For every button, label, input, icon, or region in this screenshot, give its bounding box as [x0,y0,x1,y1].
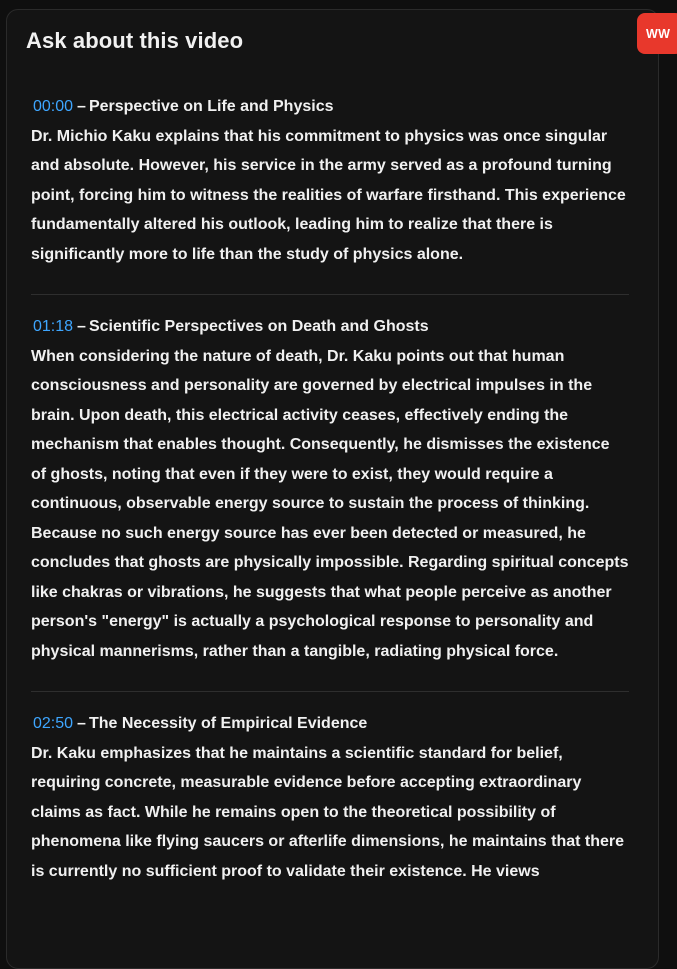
section-divider [31,691,629,692]
section-heading [31,709,629,739]
section-title: Scientific Perspectives on Death and Ghosts [88,318,429,335]
ask-video-panel [6,9,659,969]
heading-dash: – [77,318,86,335]
extension-badge-button[interactable]: WW [637,13,677,54]
summary-sections [31,92,629,886]
summary-section [31,709,629,886]
section-title: Perspective on Life and Physics [88,98,334,115]
section-heading [31,92,629,122]
section-body: When considering the nature of death, Dr. Kaku points out that human consciousness and personality are governed by electrical impulses in the brain. Upon death, this electrical activity ceases, effectively ending the mechanism that enables thought. Consequently, he dismisses the existence of ghosts, noting that even if they were to exist, they would require a continuous, observable energy source to sustain the process of thinking. Because no such energy source has ever been detected or measured, he concludes that ghosts are physically impossible. Regarding spiritual concepts like chakras or vibrations, he suggests that what people perceive as another person's "energy" is actually a psychological response to personality and physical mannerisms, rather than a tangible, radiating physical force. [31,347,629,660]
panel-title: Ask about this video [26,28,244,53]
section-body: Dr. Kaku emphasizes that he maintains a scientific standard for belief, requiring concrete, measurable evidence before accepting extraordinary claims as fact. While he remains open to the theoretical possibility of phenomena like flying saucers or afterlife dimensions, he maintains that there is currently no sufficient proof to validate their existence. He views [31,744,625,880]
summary-section [31,92,629,269]
section-body: Dr. Michio Kaku explains that his commitment to physics was once singular and absolute. However, his service in the army served as a profound turning point, forcing him to witness the realities of warfare firsthand. This experience fundamentally altered his outlook, leading him to realize that there is significantly more to life than the study of physics alone. [31,127,626,263]
timestamp-link[interactable]: 00:00 [33,98,74,115]
section-title: The Necessity of Empirical Evidence [88,715,368,732]
section-heading [31,312,629,342]
timestamp-link[interactable]: 02:50 [33,715,74,732]
heading-dash: – [77,715,86,732]
timestamp-link[interactable]: 01:18 [33,318,74,335]
heading-dash: – [77,98,86,115]
section-divider [31,294,629,295]
summary-section [31,312,629,666]
